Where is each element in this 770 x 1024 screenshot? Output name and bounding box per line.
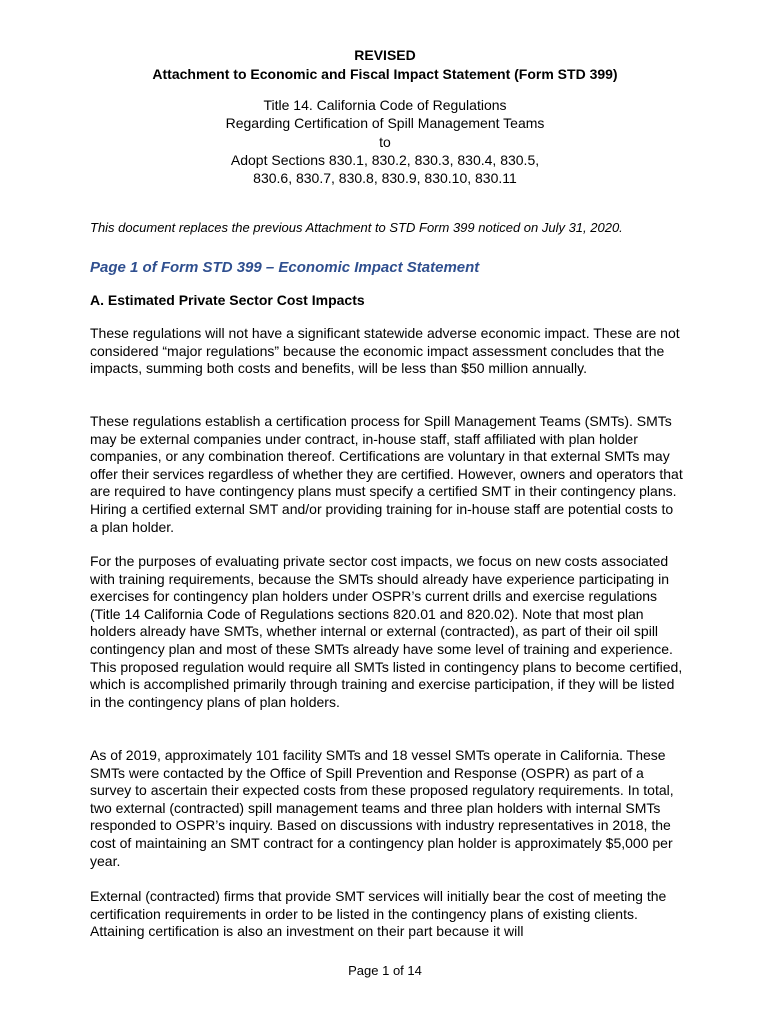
- regulation-line: Regarding Certification of Spill Management Teams: [225, 115, 545, 132]
- body-paragraph: External (contracted) firms that provide SMT services will initially bear the cost of meeting the certification requirements in order to be listed in the contingency plans of existing clients. Attaining certification is also an investment on their part because it will: [90, 888, 667, 940]
- body-paragraph: These regulations will not have a significant statewide adverse economic impact. These are not considered “major regulations” because the economic impact assessment concludes that the impacts, summing both costs and benefits, will be less than $50 million annually.: [90, 325, 680, 377]
- body-paragraph: For the purposes of evaluating private sector cost impacts, we focus on new costs associated with training requirements, because the SMTs should already have experience participating in exercises for contingency plan holders under OSPR’s current drills and exercise regulations (Title 14 California Code of Regulations sections 820.01 and 820.02). Note that most plan holders already have SMTs, whether internal or external (contracted), as part of their oil spill contingency plan and most of these SMTs already have some level of training and experience. This proposed regulation would require all SMTs listed in contingency plans to become certified, which is accomplished primarily through training and exercise participation, if they will be listed in the contingency plans of plan holders.: [90, 553, 683, 710]
- body-paragraph: These regulations establish a certification process for Spill Management Teams (SMTs). SMTs may be external companies under contract, in-house staff, staff affiliated with plan holder companies, or any combination thereof. Certifications are voluntary in that external SMTs may offer their services regardless of whether they are certified. However, owners and operators that are required to have contingency plans must specify a certified SMT in their contingency plans. Hiring a certified external SMT and/or providing training for in-house staff are potential costs to a plan holder.: [90, 413, 683, 535]
- page-number: Page 1 of 14: [348, 963, 422, 978]
- regulation-line: 830.6, 830.7, 830.8, 830.9, 830.10, 830.11: [253, 170, 517, 187]
- regulation-line: to: [379, 133, 391, 150]
- attachment-title: Attachment to Economic and Fiscal Impact Statement (Form STD 399): [152, 66, 618, 82]
- body-paragraph: As of 2019, approximately 101 facility SMTs and 18 vessel SMTs operate in California. These SMTs were contacted by the Office of Spill Prevention and Response (OSPR) as part of a survey to ascertain their expected costs from these proposed regulatory requirements. In total, two external (contracted) spill management teams and three plan holders with internal SMTs responded to OSPR’s inquiry. Based on discussions with industry representatives in 2018, the cost of maintaining an SMT contract for a contingency plan holder is approximately $5,000 per year.: [90, 747, 674, 869]
- regulation-title-block: [0, 96, 770, 187]
- section-heading: Page 1 of Form STD 399 – Economic Impact Statement: [90, 259, 480, 276]
- replacement-note: This document replaces the previous Attachment to STD Form 399 noticed on July 31, 2020.: [90, 220, 623, 235]
- document-header: [0, 46, 770, 84]
- subsection-heading: A. Estimated Private Sector Cost Impacts: [90, 292, 365, 308]
- regulation-line: Adopt Sections 830.1, 830.2, 830.3, 830.4, 830.5,: [230, 151, 540, 168]
- regulation-line: Title 14. California Code of Regulations: [263, 97, 507, 113]
- revised-label: REVISED: [354, 47, 416, 63]
